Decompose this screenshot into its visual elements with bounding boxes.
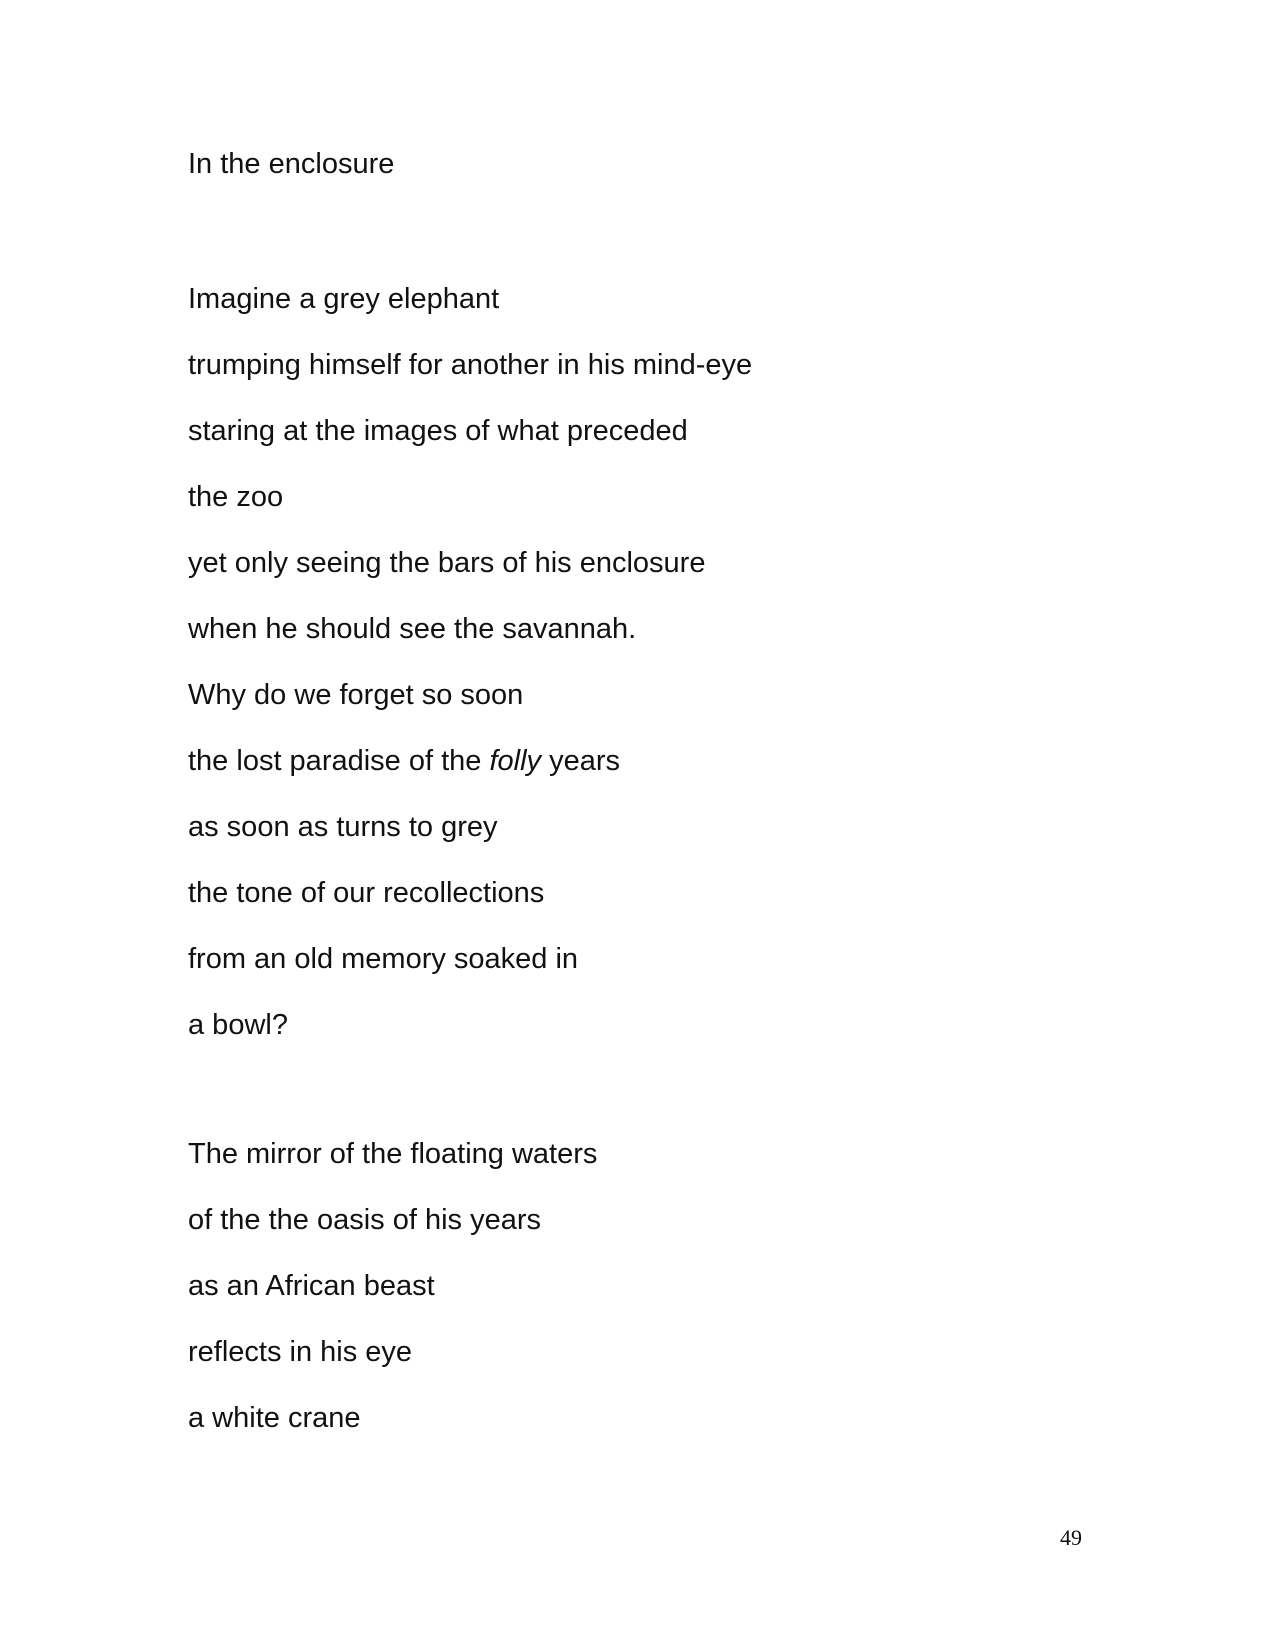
poem-line: the zoo [188,481,284,513]
poem-line-italic [188,747,752,813]
page-number: 49 [1060,1525,1082,1550]
poem-line: staring at the images of what preceded [188,415,688,447]
stanza-1 [188,285,752,1077]
poem-line: when he should see the savannah. [188,613,637,645]
poem-line: of the the oasis of his years [188,1204,542,1236]
poem-line: Why do we forget so soon [188,679,524,711]
italic-word: folly [489,745,542,777]
stanza-2 [188,1140,597,1470]
poem-line: a bowl? [188,1009,288,1041]
poem-line: a white crane [188,1402,361,1434]
poem-line: trumping himself for another in his mind-eye [188,349,753,381]
poem-line: Imagine a grey elephant [188,283,500,315]
poem-line: as soon as turns to grey [188,811,498,843]
line-text-before: the lost paradise of the [188,745,490,777]
poem-line: from an old memory soaked in [188,943,579,975]
poem-line: reflects in his eye [188,1336,413,1368]
poem-line: The mirror of the floating waters [188,1138,598,1170]
poem-line: yet only seeing the bars of his enclosure [188,547,706,579]
poem-line: the tone of our recollections [188,877,545,909]
poem-title: In the enclosure [188,148,395,180]
poem-line: as an African beast [188,1270,435,1302]
line-text-after: years [541,745,621,777]
